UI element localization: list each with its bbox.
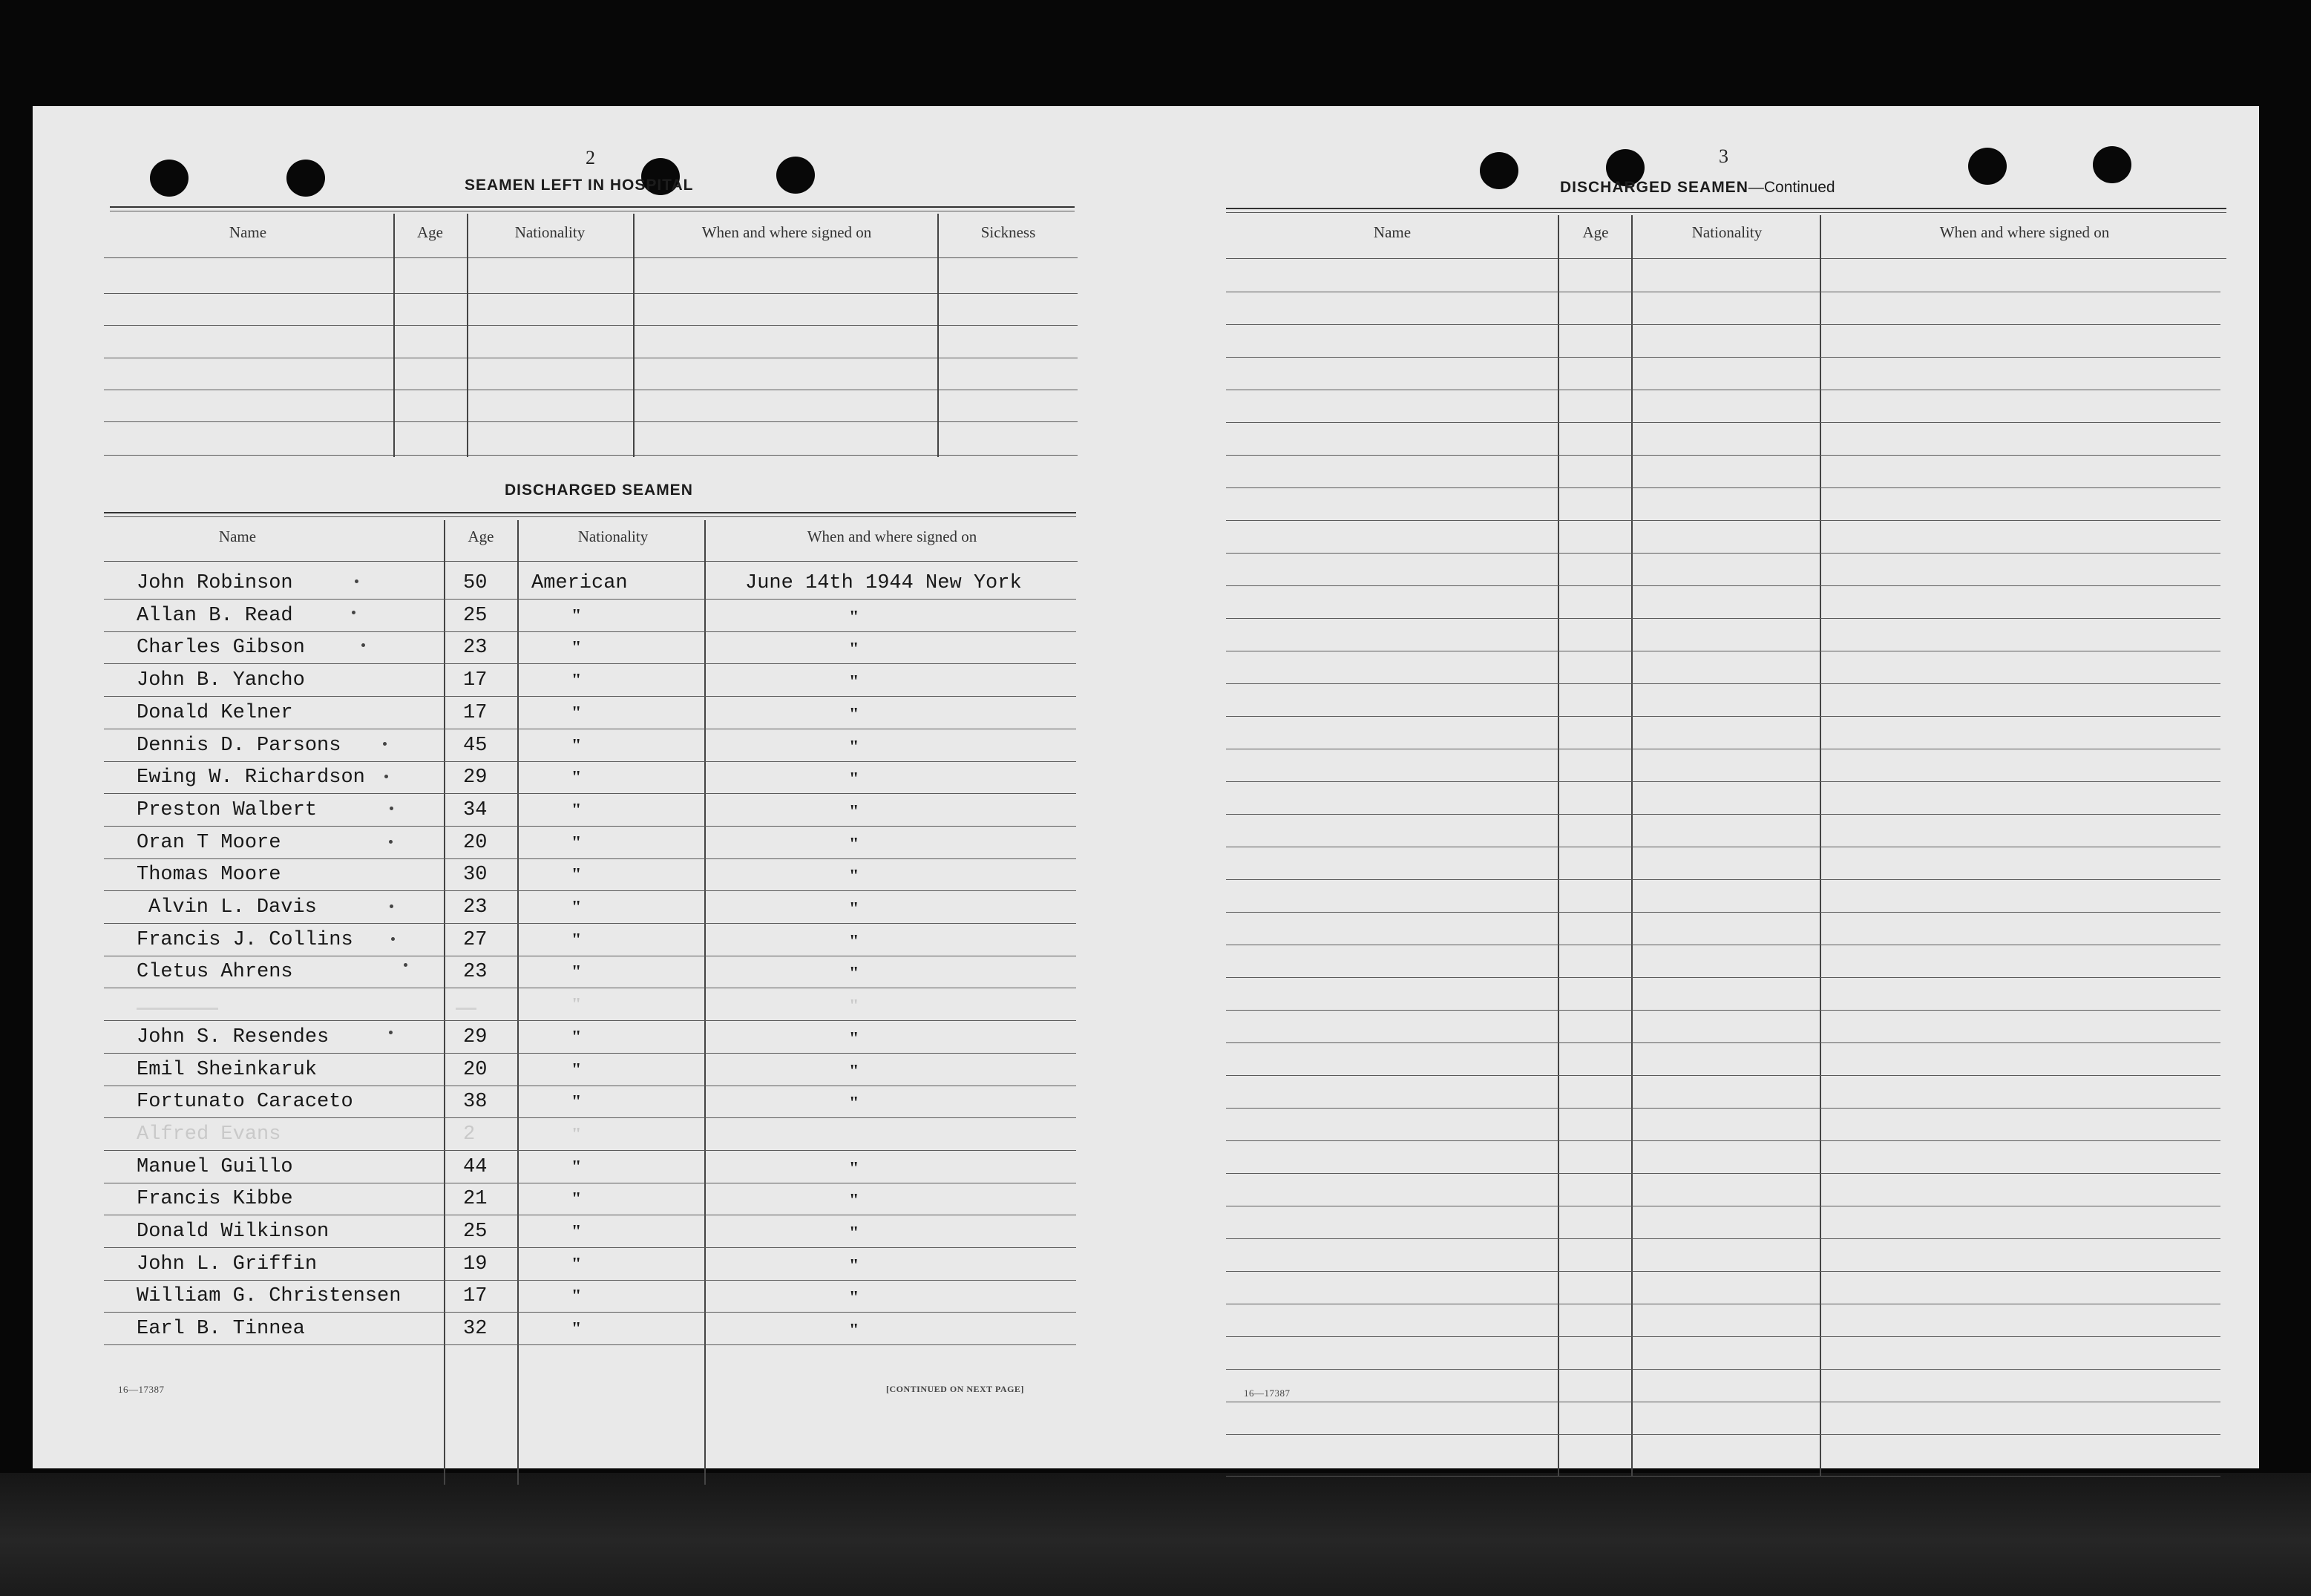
seaman-nationality: " (571, 962, 582, 982)
table-top-rule (104, 516, 1076, 517)
row-rule (1226, 1369, 2220, 1370)
column-header-nationality: Nationality (1691, 223, 1763, 241)
seaman-age: 23 (463, 637, 488, 660)
seaman-age: 45 (463, 734, 488, 757)
seaman-age: 17 (463, 1285, 488, 1308)
header-rule (104, 257, 1078, 258)
column-divider (1820, 215, 1821, 1477)
seaman-nationality: " (571, 930, 582, 950)
table-top-rule (110, 206, 1075, 208)
seaman-name: John S. Resendes (137, 1025, 330, 1048)
section-title-discharged-continued (1560, 179, 1835, 197)
column-header-nationality: Nationality (577, 528, 649, 545)
column-header-age: Age (1582, 223, 1609, 241)
seaman-signed-on: " (849, 801, 859, 821)
seaman-nationality: " (571, 865, 582, 885)
seaman-signed-on: " (849, 964, 859, 984)
row-rule (104, 631, 1076, 632)
seaman-signed-on: " (849, 867, 859, 887)
seaman-name: Cletus Ahrens (137, 961, 293, 984)
seaman-name: Dennis D. Parsons (137, 734, 341, 757)
section-title-hospital: SEAMEN LEFT IN HOSPITAL (465, 177, 694, 194)
table-top-rule (1226, 208, 2226, 209)
row-rule (1226, 1075, 2220, 1076)
seaman-signed-on: " (849, 769, 859, 789)
form-number: 16—17387 (118, 1384, 165, 1395)
seaman-signed-on: " (849, 1094, 859, 1114)
row-rule (104, 890, 1076, 891)
seaman-nationality: " (571, 1157, 582, 1177)
row-rule (104, 1150, 1076, 1151)
seaman-age: 25 (463, 604, 488, 627)
title-suffix: —Continued (1748, 179, 1835, 196)
row-rule (1226, 977, 2220, 978)
title-text: DISCHARGED SEAMEN (1560, 179, 1748, 196)
seaman-age: 44 (463, 1155, 488, 1178)
seaman-name: John Robinson (137, 572, 293, 594)
seaman-age: 27 (463, 928, 488, 951)
seaman-signed-on: " (849, 931, 859, 951)
table-bottom-rule (1226, 1476, 2220, 1477)
seaman-name: Earl B. Tinnea (137, 1318, 305, 1341)
column-divider (517, 520, 519, 1485)
pencil-tick (404, 963, 407, 967)
pencil-tick (361, 643, 365, 647)
seaman-name: Thomas Moore (137, 864, 281, 887)
seaman-nationality: " (571, 800, 582, 820)
seaman-nationality: " (571, 703, 582, 723)
page-number: 2 (586, 147, 595, 168)
header-rule (104, 561, 1078, 562)
seaman-name: Manuel Guillo (137, 1155, 293, 1178)
row-rule (1226, 324, 2220, 325)
seaman-name: Ewing W. Richardson (137, 766, 365, 789)
seaman-age: 23 (463, 896, 488, 919)
table-top-rule (104, 512, 1076, 513)
seaman-age: 29 (463, 766, 488, 789)
row-rule (1226, 716, 2220, 717)
row-rule (1226, 1010, 2220, 1011)
form-number: 16—17387 (1244, 1388, 1291, 1399)
column-header-signed-on: When and where signed on (701, 223, 872, 241)
row-rule (104, 421, 1078, 422)
row-rule (1226, 422, 2220, 423)
pencil-tick (391, 937, 395, 941)
header-rule (1226, 258, 2226, 259)
pencil-tick (383, 742, 387, 746)
column-divider (1558, 215, 1559, 1477)
row-rule (1226, 585, 2220, 586)
seaman-signed-on: " (849, 1255, 859, 1275)
seaman-nationality: American (531, 572, 628, 594)
pencil-tick (390, 904, 393, 908)
seaman-age: 25 (463, 1221, 488, 1243)
column-divider (393, 214, 395, 457)
row-rule (1226, 879, 2220, 880)
seaman-name: Alvin L. Davis (148, 896, 317, 919)
seaman-age: 17 (463, 669, 488, 692)
seaman-signed-on: " (849, 1224, 859, 1243)
row-rule (1226, 1238, 2220, 1239)
seaman-age: 20 (463, 1058, 488, 1081)
seaman-name: John B. Yancho (137, 669, 305, 692)
row-rule (1226, 1434, 2220, 1435)
seaman-nationality: " (571, 833, 582, 853)
seaman-nationality: " (571, 638, 582, 658)
seaman-name: William G. Christensen (137, 1285, 401, 1308)
seaman-name: John L. Griffin (137, 1252, 318, 1275)
seaman-name: Francis J. Collins (137, 928, 353, 951)
seaman-age: 29 (463, 1025, 488, 1048)
column-header-age: Age (468, 528, 494, 545)
row-rule (104, 1312, 1076, 1313)
row-rule (1226, 912, 2220, 913)
column-divider (937, 214, 939, 457)
row-rule (1226, 1042, 2220, 1043)
row-rule (104, 1020, 1076, 1021)
row-rule (1226, 553, 2220, 554)
row-rule (104, 1247, 1076, 1248)
seaman-signed-on: " (849, 607, 859, 627)
column-header-name: Name (1373, 223, 1412, 241)
seaman-signed-on: " (849, 704, 859, 724)
column-header-nationality: Nationality (514, 223, 586, 241)
continued-note: [CONTINUED ON NEXT PAGE] (886, 1384, 1024, 1394)
row-rule (104, 1344, 1076, 1345)
column-header-signed-on: When and where signed on (807, 528, 977, 545)
row-rule (104, 793, 1076, 794)
document-sheet (33, 106, 2259, 1468)
seaman-signed-on: " (849, 1288, 859, 1308)
pencil-tick (389, 840, 393, 844)
seaman-age: 23 (463, 961, 488, 984)
background-surface (0, 1473, 2311, 1596)
pencil-tick (352, 611, 355, 614)
row-rule (1226, 781, 2220, 782)
seaman-age: 38 (463, 1091, 488, 1114)
row-rule (1226, 455, 2220, 456)
row-rule (1226, 520, 2220, 521)
pencil-tick (390, 807, 393, 810)
row-rule (104, 826, 1076, 827)
row-rule (1226, 487, 2220, 488)
seaman-age: 34 (463, 798, 488, 821)
row-rule (1226, 1108, 2220, 1109)
erased-entry-mark (456, 1008, 476, 1010)
punch-hole (150, 160, 189, 197)
seaman-nationality: " (571, 735, 582, 755)
seaman-nationality: " (571, 1254, 582, 1274)
seaman-nationality: " (571, 1124, 582, 1144)
seaman-name: Emil Sheinkaruk (137, 1058, 318, 1081)
seaman-signed-on: " (849, 640, 859, 660)
seaman-name: Charles Gibson (137, 637, 305, 660)
row-rule (1226, 1140, 2220, 1141)
table-top-rule (1226, 212, 2226, 213)
row-rule (104, 858, 1076, 859)
row-rule (104, 325, 1078, 326)
seaman-signed-on: " (849, 1191, 859, 1211)
seaman-nationality: " (571, 1060, 582, 1080)
row-rule (104, 696, 1076, 697)
punch-hole (286, 160, 325, 197)
seaman-name: Alfred Evans (137, 1123, 281, 1146)
column-divider (1631, 215, 1633, 1477)
row-rule (1226, 683, 2220, 684)
row-rule (1226, 618, 2220, 619)
column-header-name: Name (218, 528, 257, 545)
pencil-tick (384, 775, 388, 778)
seaman-name: Preston Walbert (137, 798, 318, 821)
column-divider (467, 214, 468, 457)
column-header-age: Age (417, 223, 443, 241)
row-rule (104, 1117, 1076, 1118)
row-rule (1226, 814, 2220, 815)
seaman-age: 21 (463, 1188, 488, 1211)
seaman-nationality: " (571, 671, 582, 691)
row-rule (104, 293, 1078, 294)
seaman-name: Fortunato Caraceto (137, 1091, 353, 1114)
seaman-signed-on: " (849, 834, 859, 854)
seaman-nationality: " (571, 1319, 582, 1339)
seaman-age: 19 (463, 1252, 488, 1275)
punch-hole (776, 157, 815, 194)
column-divider (444, 520, 445, 1485)
section-title-discharged: DISCHARGED SEAMEN (505, 482, 693, 499)
punch-hole (2093, 146, 2131, 183)
seaman-age: 30 (463, 864, 488, 887)
punch-hole (1968, 148, 2007, 185)
seaman-nationality: " (571, 1027, 582, 1047)
column-header-sickness: Sickness (980, 223, 1036, 241)
seaman-signed-on: " (849, 1321, 859, 1341)
seaman-age: 32 (463, 1318, 488, 1341)
pencil-tick (355, 579, 358, 583)
seaman-name: Allan B. Read (137, 604, 293, 627)
row-rule (1226, 1336, 2220, 1337)
punch-hole (1480, 152, 1518, 189)
seaman-nationality: " (571, 1092, 582, 1112)
page-number: 3 (1719, 145, 1728, 167)
seaman-age: 50 (463, 572, 488, 594)
seaman-nationality: " (571, 768, 582, 788)
seaman-signed-on: " (849, 996, 859, 1017)
erased-entry-mark (137, 1008, 218, 1010)
seaman-nationality: " (571, 995, 582, 1015)
row-rule (104, 599, 1076, 600)
column-header-signed-on: When and where signed on (1939, 223, 2110, 241)
row-rule (1226, 357, 2220, 358)
seaman-signed-on: June 14th 1944 New York (745, 572, 1022, 594)
seaman-age: 2 (463, 1123, 476, 1146)
seaman-signed-on: " (849, 1061, 859, 1081)
seaman-name: Oran T Moore (137, 831, 281, 854)
row-rule (104, 1053, 1076, 1054)
seaman-signed-on: " (849, 672, 859, 692)
column-header-name: Name (229, 223, 267, 241)
row-rule (1226, 1173, 2220, 1174)
seaman-signed-on: " (849, 737, 859, 757)
row-rule (104, 923, 1076, 924)
row-rule (104, 761, 1076, 762)
row-rule (104, 455, 1078, 456)
row-rule (104, 1280, 1076, 1281)
seaman-name: Donald Kelner (137, 701, 293, 724)
seaman-signed-on: " (849, 1158, 859, 1178)
seaman-signed-on: " (849, 899, 859, 919)
seaman-age: 17 (463, 701, 488, 724)
column-divider (704, 520, 706, 1485)
seaman-nationality: " (571, 605, 582, 625)
seaman-age: 20 (463, 831, 488, 854)
seaman-nationality: " (571, 898, 582, 917)
column-divider (633, 214, 635, 457)
seaman-name: Donald Wilkinson (137, 1221, 330, 1243)
pencil-tick (389, 1031, 393, 1034)
seaman-nationality: " (571, 1189, 582, 1209)
row-rule (104, 663, 1076, 664)
seaman-name: Francis Kibbe (137, 1188, 293, 1211)
seaman-signed-on: " (849, 1028, 859, 1048)
row-rule (1226, 1271, 2220, 1272)
seaman-nationality: " (571, 1287, 582, 1307)
seaman-nationality: " (571, 1222, 582, 1241)
